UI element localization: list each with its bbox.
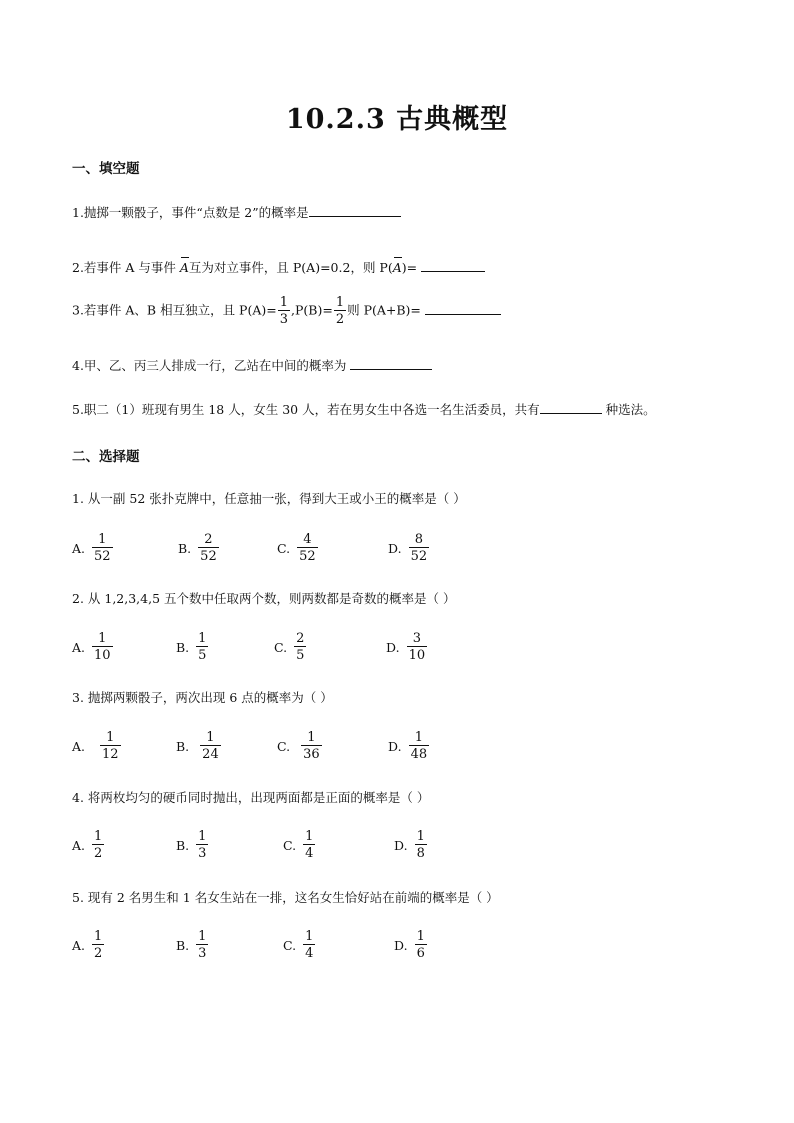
option-fraction — [198, 533, 219, 563]
fraction-numerator: 1 — [106, 730, 115, 745]
fraction-denominator: 3 — [198, 946, 207, 961]
fill-question-1-text: 1.抛掷一颗骰子，事件“点数是 2”的概率是 — [72, 205, 309, 220]
option-fraction — [100, 731, 121, 761]
fill-question-3-text-c: 则 P(A+B)= — [347, 302, 421, 318]
option-fraction — [196, 830, 208, 860]
option-d[interactable] — [388, 726, 430, 766]
fraction-denominator: 8 — [416, 846, 425, 861]
option-label: A. — [72, 837, 86, 853]
fraction-p-b — [334, 296, 346, 326]
fill-question-4-text: 4.甲、乙、丙三人排成一行，乙站在中间的概率为 — [72, 358, 347, 373]
fill-question-4 — [72, 356, 432, 374]
option-fraction — [92, 632, 113, 662]
fraction-denominator: 52 — [410, 549, 428, 564]
fraction-numerator: 1 — [94, 929, 103, 944]
fraction-numerator: 3 — [412, 631, 421, 646]
option-c[interactable] — [277, 726, 323, 766]
option-d[interactable] — [388, 528, 430, 568]
fraction-numerator: 1 — [198, 631, 207, 646]
fraction-numerator: 1 — [307, 730, 316, 745]
fraction-numerator: 2 — [296, 631, 305, 646]
fraction-denominator: 3 — [198, 846, 207, 861]
option-fraction — [92, 830, 104, 860]
option-label: D. — [388, 540, 402, 556]
option-fraction — [92, 533, 113, 563]
option-label: C. — [277, 738, 291, 754]
fraction-numerator: 1 — [198, 829, 207, 844]
answer-blank-5[interactable] — [540, 401, 602, 414]
fraction-denominator: 4 — [305, 846, 314, 861]
fraction-numerator: 2 — [204, 532, 213, 547]
fraction-numerator: 1 — [98, 532, 107, 547]
option-b[interactable] — [176, 627, 209, 667]
section-heading-choice: 二、选择题 — [72, 449, 140, 465]
option-label: C. — [283, 937, 297, 953]
choice-question-3-options — [72, 726, 672, 766]
option-c[interactable] — [277, 528, 319, 568]
fraction-numerator: 1 — [198, 929, 207, 944]
fraction-numerator: 1 — [94, 829, 103, 844]
choice-question-5-stem: 5. 现有 2 名男生和 1 名女生站在一排，这名女生恰好站在前端的概率是（ ） — [72, 890, 499, 905]
fraction-denominator: 3 — [279, 312, 289, 327]
option-fraction — [196, 632, 208, 662]
option-c[interactable] — [274, 627, 307, 667]
option-label: C. — [283, 837, 297, 853]
option-fraction — [303, 830, 315, 860]
fraction-numerator: 1 — [335, 295, 345, 310]
option-label: D. — [394, 837, 408, 853]
fraction-denominator: 4 — [305, 946, 314, 961]
answer-blank-2[interactable] — [421, 259, 485, 272]
answer-blank-3[interactable] — [425, 302, 501, 315]
option-a[interactable] — [72, 627, 114, 667]
fill-question-5 — [72, 400, 656, 418]
option-label: D. — [388, 738, 402, 754]
fill-question-1 — [72, 203, 401, 221]
fraction-numerator: 1 — [98, 631, 107, 646]
fraction-denominator: 52 — [94, 549, 111, 564]
fraction-p-a — [278, 296, 290, 326]
option-b[interactable] — [176, 925, 209, 965]
fraction-numerator: 1 — [416, 929, 425, 944]
fraction-denominator: 12 — [102, 747, 119, 762]
option-d[interactable] — [386, 627, 428, 667]
fraction-numerator: 1 — [416, 829, 425, 844]
fill-question-3-text-a: 3.若事件 A、B 相互独立，且 P(A)= — [72, 302, 277, 318]
option-label: B. — [178, 540, 192, 556]
fraction-numerator: 1 — [305, 829, 314, 844]
option-label: D. — [386, 639, 400, 655]
option-fraction — [407, 632, 428, 662]
answer-blank-1[interactable] — [309, 204, 401, 217]
fraction-numerator: 4 — [303, 532, 312, 547]
option-label: B. — [176, 837, 190, 853]
fraction-numerator: 1 — [414, 730, 423, 745]
option-label: A. — [72, 738, 86, 754]
option-a[interactable] — [72, 528, 114, 568]
fraction-denominator: 5 — [296, 648, 305, 663]
option-label: A. — [72, 540, 86, 556]
fraction-denominator: 48 — [410, 747, 428, 762]
option-fraction — [294, 632, 306, 662]
fraction-numerator: 1 — [206, 730, 215, 745]
section-heading-fill-in: 一、填空题 — [72, 161, 140, 177]
fraction-denominator: 2 — [94, 846, 103, 861]
option-fraction — [409, 731, 430, 761]
option-fraction — [92, 930, 104, 960]
option-d[interactable] — [394, 925, 428, 965]
choice-question-1-options — [72, 528, 672, 568]
fill-question-2-text-c: )= — [401, 260, 418, 275]
fraction-denominator: 2 — [94, 946, 103, 961]
fraction-denominator: 24 — [202, 747, 219, 762]
fill-question-5-text-b: 种选法。 — [605, 402, 656, 417]
document-title: 10.2.3 古典概型 — [285, 104, 509, 135]
fraction-denominator: 6 — [416, 946, 425, 961]
option-fraction — [409, 533, 430, 563]
option-fraction — [196, 930, 208, 960]
option-fraction — [415, 930, 427, 960]
option-a[interactable] — [72, 726, 122, 766]
option-fraction — [200, 731, 221, 761]
complement-a-symbol: A — [179, 260, 189, 275]
complement-a-symbol-2: A — [392, 260, 402, 275]
fraction-numerator: 1 — [279, 295, 289, 310]
choice-question-1-stem: 1. 从一副 52 张扑克牌中，任意抽一张，得到大王或小王的概率是（ ） — [72, 491, 466, 506]
option-label: B. — [176, 738, 190, 754]
option-b[interactable] — [176, 825, 209, 865]
option-label: B. — [176, 639, 190, 655]
fraction-denominator: 36 — [303, 747, 320, 762]
fraction-denominator: 10 — [94, 648, 111, 663]
fill-question-3 — [72, 296, 501, 326]
option-b[interactable] — [178, 528, 220, 568]
fraction-denominator: 10 — [408, 648, 426, 663]
fraction-numerator: 8 — [414, 532, 423, 547]
option-label: C. — [277, 540, 291, 556]
choice-question-2-stem: 2. 从 1,2,3,4,5 五个数中任取两个数，则两数都是奇数的概率是（ ） — [72, 591, 456, 606]
choice-question-2-options — [72, 627, 672, 667]
option-fraction — [301, 731, 322, 761]
choice-question-3-stem: 3. 抛掷两颗骰子，两次出现 6 点的概率为（ ） — [72, 690, 333, 705]
option-label: A. — [72, 937, 86, 953]
choice-question-4-options — [72, 825, 672, 865]
fraction-denominator: 52 — [200, 549, 217, 564]
fill-question-2-text-a: 2.若事件 A 与事件 — [72, 260, 176, 275]
fraction-denominator: 2 — [335, 312, 345, 327]
option-label: B. — [176, 937, 190, 953]
option-label: C. — [274, 639, 288, 655]
option-a[interactable] — [72, 825, 105, 865]
choice-question-4-stem: 4. 将两枚均匀的硬币同时抛出，出现两面都是正面的概率是（ ） — [72, 790, 430, 805]
option-fraction — [303, 930, 315, 960]
option-fraction — [297, 533, 318, 563]
fraction-denominator: 52 — [299, 549, 316, 564]
option-a[interactable] — [72, 925, 105, 965]
fill-question-2-text-b: 互为对立事件，且 P(A)=0.2，则 P( — [188, 260, 393, 275]
option-c[interactable] — [283, 825, 316, 865]
fill-question-5-text-a: 5.职二（1）班现有男生 18 人，女生 30 人，若在男女生中各选一名生活委员，共有 — [72, 402, 540, 417]
fill-question-2 — [72, 258, 485, 276]
option-c[interactable] — [283, 925, 316, 965]
option-b[interactable] — [176, 726, 222, 766]
answer-blank-4[interactable] — [350, 357, 432, 370]
option-fraction — [415, 830, 427, 860]
option-label: A. — [72, 639, 86, 655]
fraction-numerator: 1 — [305, 929, 314, 944]
fraction-denominator: 5 — [198, 648, 207, 663]
option-d[interactable] — [394, 825, 428, 865]
option-label: D. — [394, 937, 408, 953]
fill-question-3-text-b: ,P(B)= — [291, 302, 333, 318]
choice-question-5-options — [72, 925, 672, 965]
